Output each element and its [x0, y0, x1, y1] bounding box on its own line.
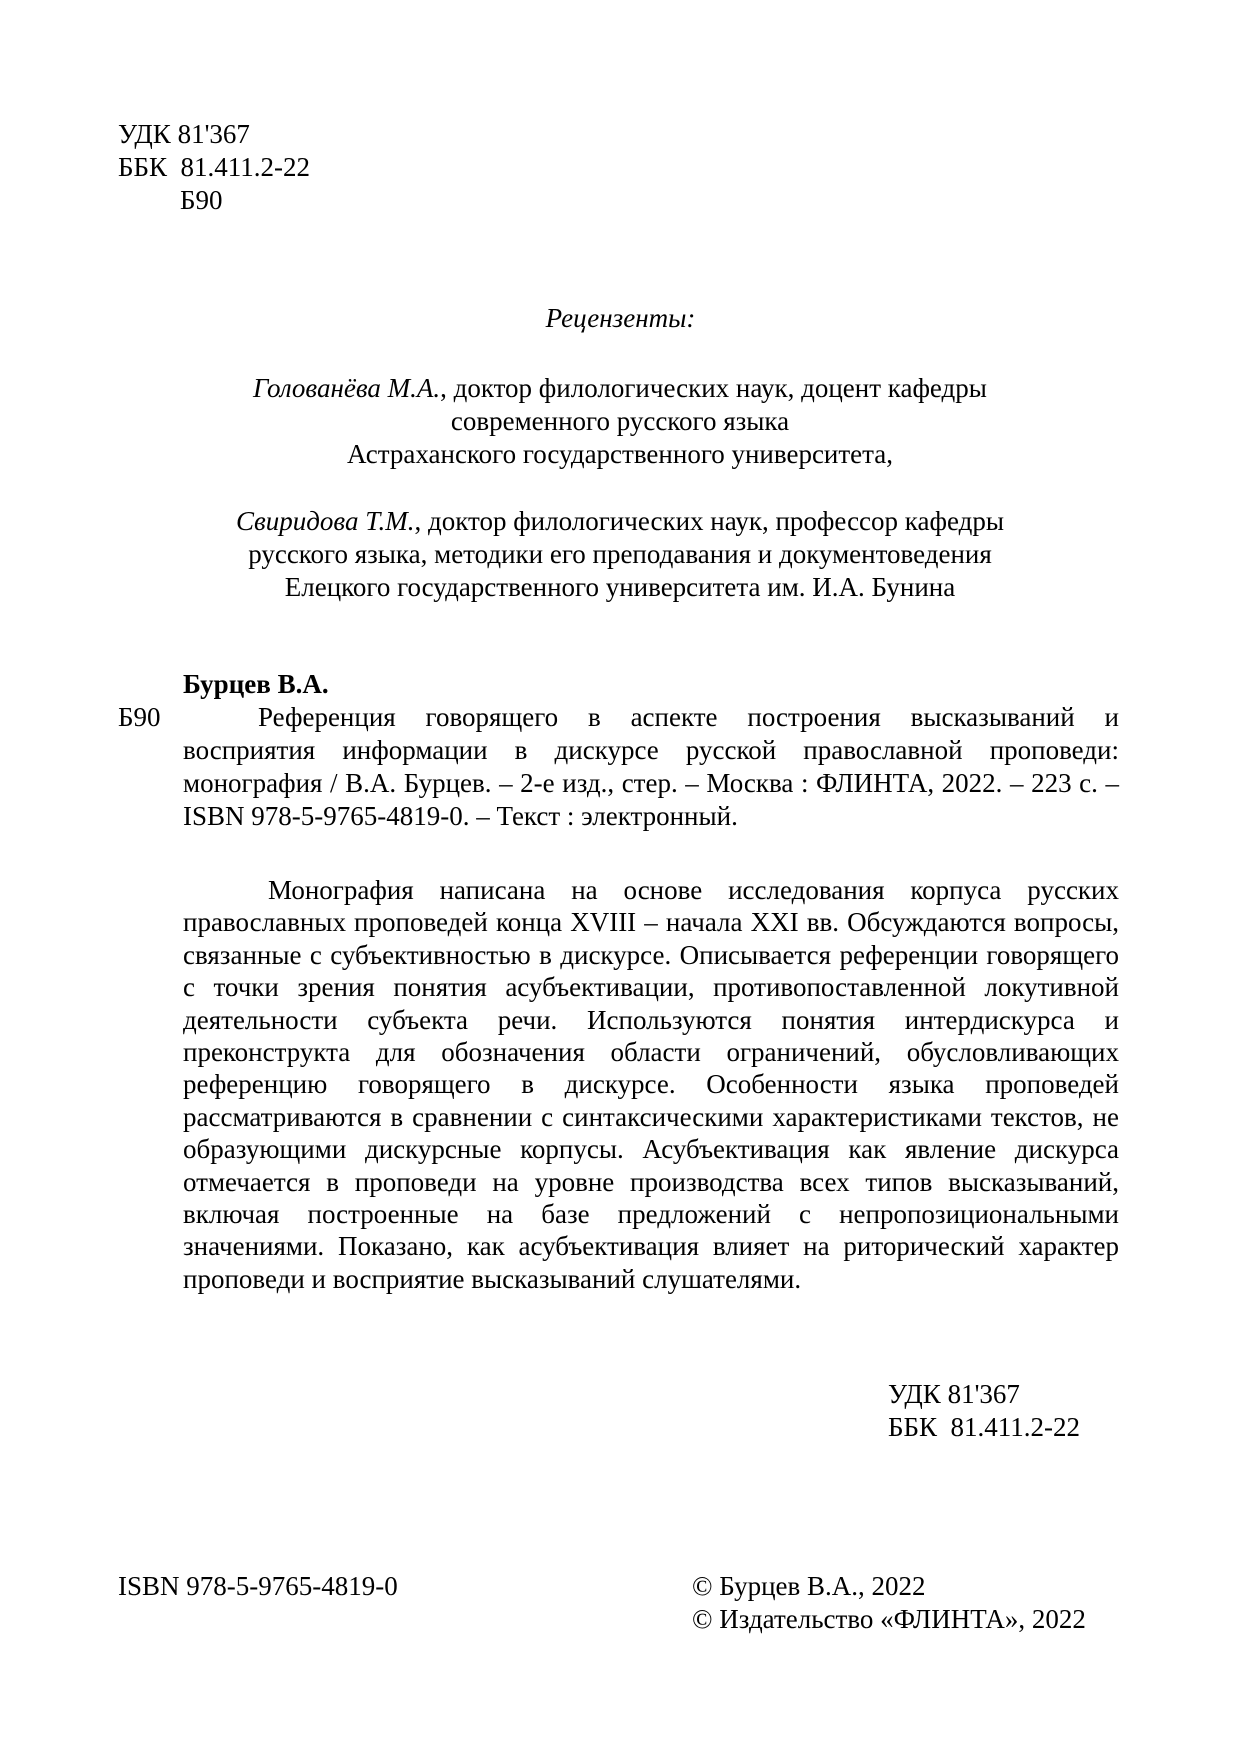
reviewer-name: Свиридова Т.М.	[236, 506, 415, 536]
reviewer-line	[150, 505, 1090, 538]
reviewers-heading: Рецензенты:	[545, 303, 696, 333]
reviewer-entry	[150, 372, 1090, 471]
reviewer-institution: Елецкого государственного университета им. И.А. Бунина	[284, 572, 956, 602]
abstract-paragraph: Монография написана на основе исследования корпуса русских православных проповедей конца XVIII – начала XXI вв. Обсуждаются вопросы, связанные с субъективностью в дискурсе. Описывается референции говорящего с точки зрения понятия асубъективации, противопоставленной локутивной деятельности субъекта речи. Используются понятия интердискурса и преконструкта для обозначения области ограничений, обусловливающих референцию говорящего в дискурсе. Особенности языка проповедей рассматриваются в сравнении с синтаксическими характеристиками текстов, не образующими дискурсные корпусы. Асубъективация как явление дискурса отмечается в проповеди на уровне производства всех типов высказываний, включая построенные на базе предложений с непропозициональными значениями. Показано, как асубъективация влияет на риторический характер проповеди и восприятие высказываний слушателями.	[183, 875, 1119, 1294]
reviewer-title: , доктор филологических наук, доцент кафедры	[440, 373, 987, 403]
reviewer-line	[150, 372, 1090, 405]
reviewer-department: современного русского языка	[450, 406, 790, 436]
copyright-publisher: © Издательство «ФЛИНТА», 2022	[692, 1604, 1086, 1634]
copyright-author: © Бурцев В.А., 2022	[692, 1571, 926, 1601]
classification-block-top	[118, 118, 310, 217]
isbn: ISBN 978-5-9765-4819-0	[118, 1571, 398, 1601]
bibliographic-description: Референция говорящего в аспекте построения высказываний и восприятия информации в дискурсе русской православной проповеди: монография / В.А. Бурцев. – 2-е изд., стер. – Москва : ФЛИНТА, 2022. – 223 с. – ISBN 978-5-9765-4819-0. – Текст : электронный.	[183, 702, 1119, 831]
classification-block-bottom	[888, 1378, 1080, 1444]
author-name: Бурцев В.А.	[183, 669, 329, 699]
bbk-code: ББК 81.411.2-22	[888, 1412, 1081, 1442]
reviewer-entry	[150, 505, 1090, 604]
reviewer-name: Голованёва М.А.	[253, 373, 441, 403]
cutter-mark-record: Б90	[118, 702, 161, 732]
udk-code: УДК 81'367	[888, 1379, 1020, 1409]
reviewer-department: русского языка, методики его преподавания и документоведения	[248, 539, 992, 569]
reviewer-title: , доктор филологических наук, профессор кафедры	[414, 506, 1004, 536]
copyright-block	[692, 1570, 1086, 1636]
udk-code: УДК 81'367	[118, 119, 250, 149]
bbk-code: ББК 81.411.2-22	[118, 152, 311, 182]
cutter-mark: Б90	[180, 185, 223, 215]
reviewer-institution: Астраханского государственного университета,	[346, 439, 894, 469]
